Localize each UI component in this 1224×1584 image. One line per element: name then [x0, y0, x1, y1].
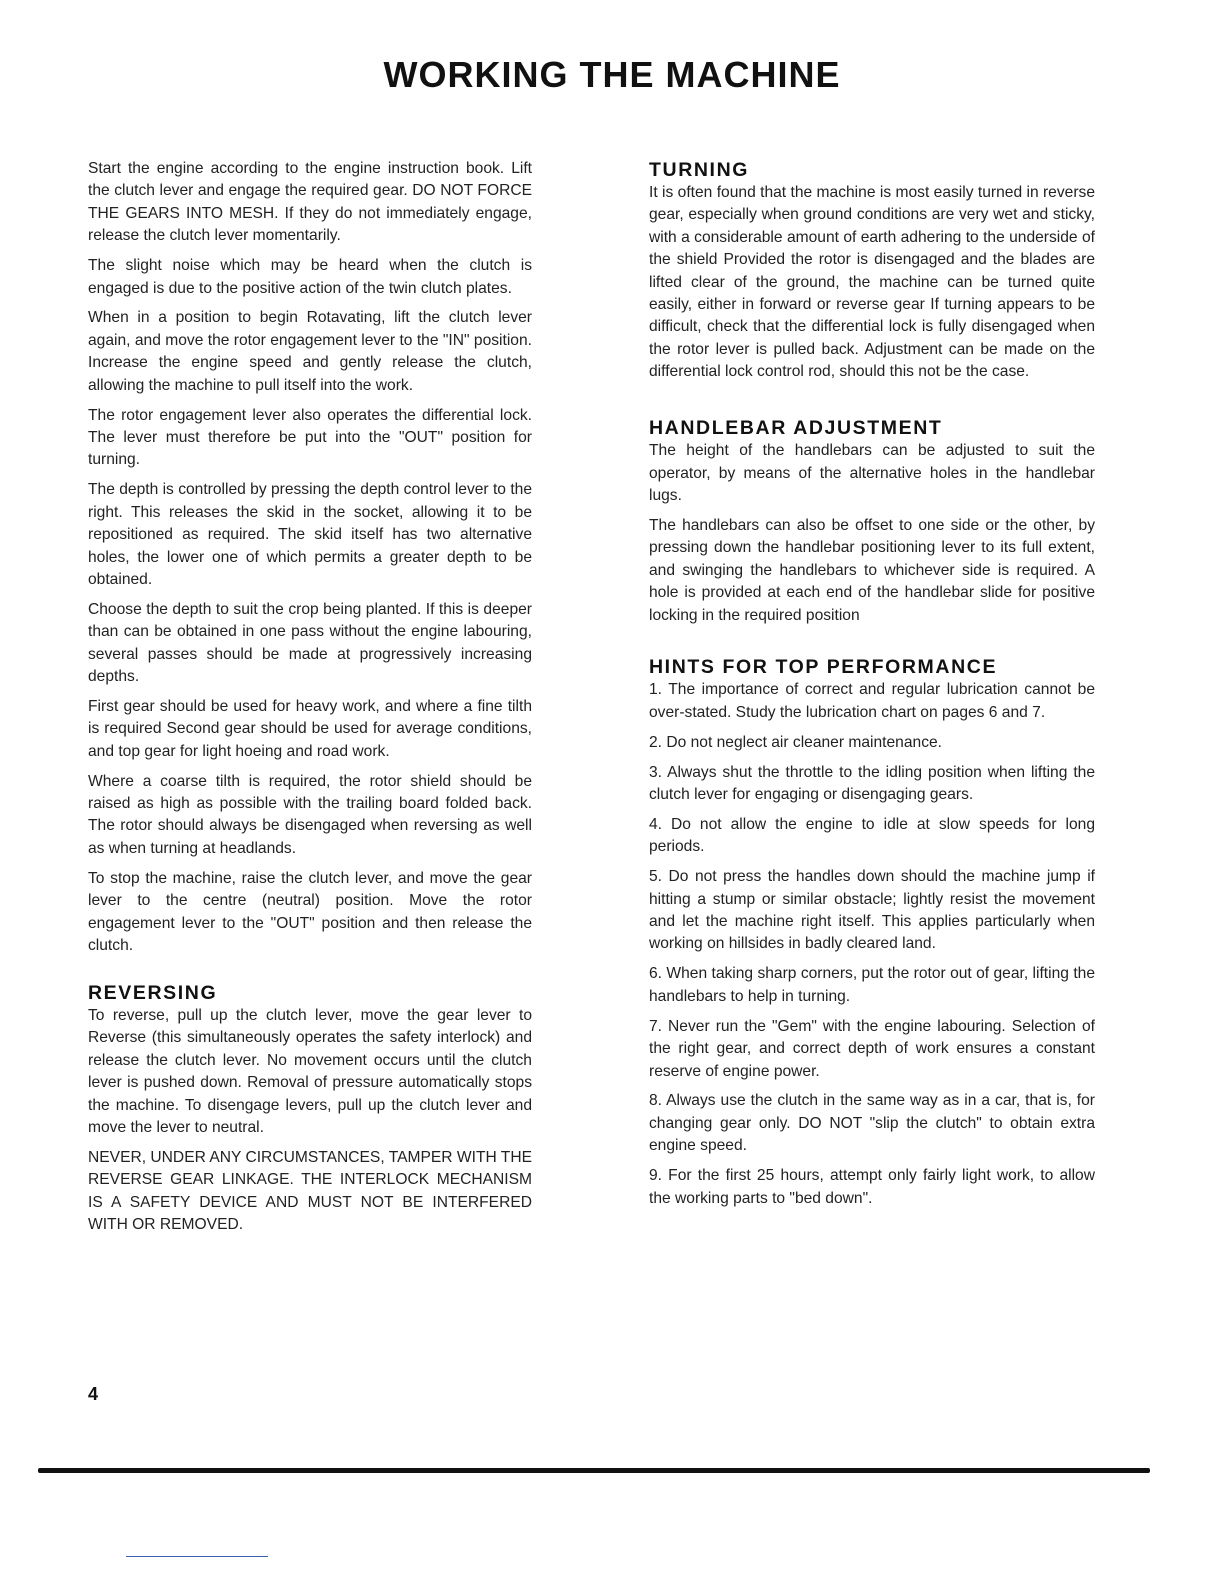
list-item: 8. Always use the clutch in the same way as in a car, that is, for changing gear only. DO NOT "slip the clutch" to obtain extra engine speed. — [649, 1092, 1095, 1155]
page-title: WORKING THE MACHINE — [383, 54, 841, 95]
scan-mark — [126, 1556, 268, 1557]
left-column — [88, 158, 532, 1244]
footer-rule — [38, 1468, 1150, 1473]
paragraph: The depth is controlled by pressing the depth control lever to the right. This releases the skid in the socket, allowing it to be repositioned as required. The skid itself has two alternative holes, the lower one of which permits a greater depth to be obtained. — [88, 481, 532, 588]
section-heading-turning: TURNING — [649, 159, 750, 181]
list-item: 6. When taking sharp corners, put the rotor out of gear, lifting the handlebars to help in turning. — [649, 965, 1095, 1005]
list-item: 1. The importance of correct and regular lubrication cannot be over-stated. Study the lubrication chart on pages 6 and 7. — [649, 681, 1095, 721]
section-heading-reversing: REVERSING — [88, 981, 218, 1004]
paragraph: To stop the machine, raise the clutch lever, and move the gear lever to the centre (neutral) position. Move the rotor engagement lever to the "OUT" position and then release the clutch. — [88, 869, 532, 954]
paragraph: The slight noise which may be heard when the clutch is engaged is due to the positive action of the twin clutch plates. — [88, 257, 532, 297]
list-item: 5. Do not press the handles down should the machine jump if hitting a stump or similar obstacle; lightly resist the movement and let the machine right itself. This applies particularly when working on hillsides in badly cleared land. — [649, 868, 1095, 953]
paragraph: When in a position to begin Rotavating, lift the clutch lever again, and move the rotor engagement lever to the "IN" position. Increase the engine speed and gently release the clutch, allowing the machine to pull itself into the work. — [88, 309, 532, 394]
paragraph: The rotor engagement lever also operates the differential lock. The lever must therefore be put into the "OUT" position for turning. — [88, 406, 532, 469]
list-item: 2. Do not neglect air cleaner maintenance. — [649, 733, 942, 751]
paragraph: First gear should be used for heavy work, and where a fine tilth is required Second gear should be used for average conditions, and top gear for light hoeing and road work. — [88, 697, 532, 760]
paragraph: Choose the depth to suit the crop being planted. If this is deeper than can be obtained in one pass without the engine labouring, several passes should be made at progressively increasing depths. — [88, 600, 532, 686]
paragraph: To reverse, pull up the clutch lever, move the gear lever to Reverse (this simultaneously operates the safety interlock) and release the clutch lever. No movement occurs until the clutch lever is pushed down. Removal of pressure automatically stops the machine. To disengage levers, pull up the clutch lever and move the lever to neutral. — [88, 1006, 532, 1136]
right-column — [649, 158, 1095, 1217]
list-item: 9. For the first 25 hours, attempt only fairly light work, to allow the working parts to "bed down". — [649, 1167, 1095, 1207]
section-heading-hints: HINTS FOR TOP PERFORMANCE — [649, 656, 998, 679]
paragraph: It is often found that the machine is most easily turned in reverse gear, especially when ground conditions are very wet and sticky, with a considerable amount of earth adhering to the underside of the shield Provided the rotor is disengaged and the blades are lifted clear of the ground, the machine can be turned quite easily, either in forward or reverse gear If turning appears to be difficult, check that the differential lock is fully disengaged when the rotor lever is pulled back. Adjustment can be made on the differential lock control rod, should this not be the case. — [649, 184, 1095, 381]
paragraph: Where a coarse tilth is required, the rotor shield should be raised as high as possible with the trailing board folded back. The rotor should always be disengaged when reversing as well as when turning at headlands. — [88, 772, 532, 857]
paragraph: The handlebars can also be offset to one side or the other, by pressing down the handlebar positioning lever to its full extent, and swinging the handlebars to whichever side is required. A hole is provided at each end of the handlebar slide for positive locking in the required position — [649, 516, 1095, 624]
paragraph: Start the engine according to the engine instruction book. Lift the clutch lever and engage the required gear. DO NOT FORCE THE GEARS INTO MESH. If they do not immediately engage, release the clutch lever momentarily. — [88, 160, 532, 245]
list-item: 7. Never run the "Gem" with the engine labouring. Selection of the right gear, and correct depth of work ensures a constant reserve of engine power. — [649, 1017, 1095, 1080]
list-item: 3. Always shut the throttle to the idling position when lifting the clutch lever for engaging or disengaging gears. — [649, 763, 1095, 804]
page-number: 4 — [88, 1384, 99, 1404]
list-item: 4. Do not allow the engine to idle at slow speeds for long periods. — [649, 815, 1095, 856]
section-heading-handlebar: HANDLEBAR ADJUSTMENT — [649, 417, 943, 440]
paragraph: The height of the handlebars can be adjusted to suit the operator, by means of the alternative holes in the handlebar lugs. — [649, 442, 1095, 504]
warning-paragraph: NEVER, UNDER ANY CIRCUMSTANCES, TAMPER WITH THE REVERSE GEAR LINKAGE. THE INTERLOCK MECHANISM IS A SAFETY DEVICE AND MUST NOT BE INTERFERED WITH OR REMOVED. — [88, 1148, 532, 1234]
